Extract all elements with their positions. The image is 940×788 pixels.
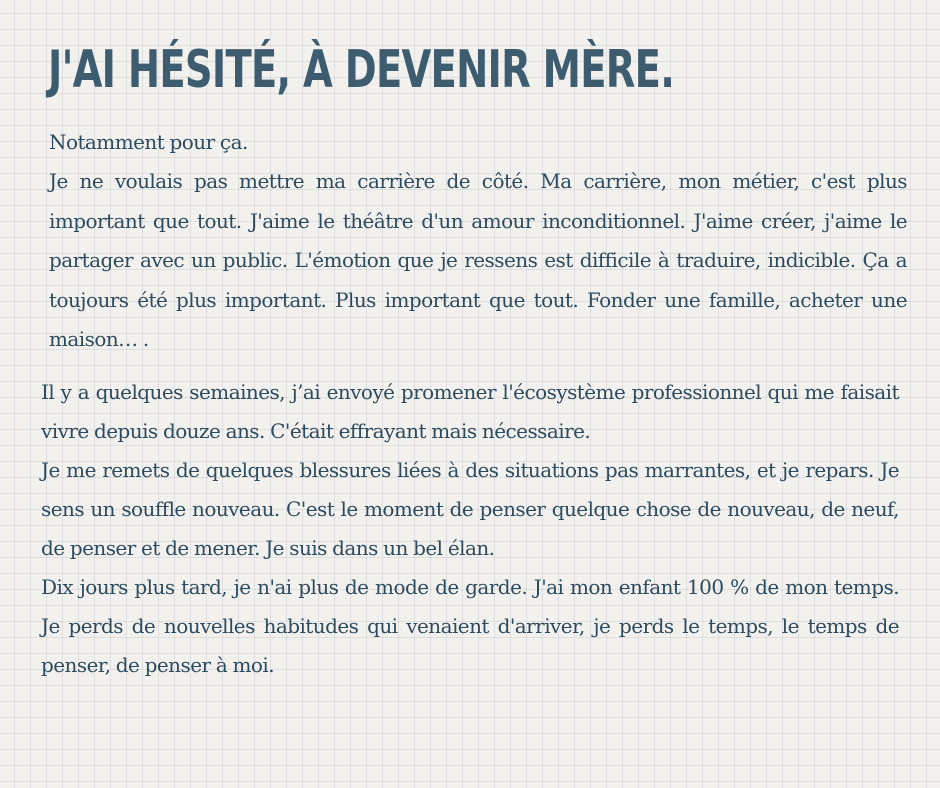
paragraph-childcare: Dix jours plus tard, je n'ai plus de mode de garde. J'ai mon enfant 100 % de mon temps. Je perds de nouvelles habitudes qui venaient d'arriver, je perds le temps, le temps de penser, de penser à moi. bbox=[41, 575, 899, 677]
paragraph-recovery: Je me remets de quelques blessures liées à des situations pas marrantes, et je repars. Je sens un souffle nouveau. C'est le moment de penser quelque chose de nouveau, de neuf, de penser et de mener. Je suis dans un bel élan. bbox=[41, 458, 899, 560]
paragraph-ecosystem: Il y a quelques semaines, j’ai envoyé promener l'écosystème professionnel qui me faisait vivre depuis douze ans. C'était effrayant mais nécessaire. bbox=[41, 380, 899, 443]
text-block-story bbox=[41, 373, 899, 685]
paragraph-intro-lead: Notamment pour ça. bbox=[49, 130, 248, 154]
paragraph-career: Je ne voulais pas mettre ma carrière de côté. Ma carrière, mon métier, c'est plus important que tout. J'aime le théâtre d'un amour inconditionnel. J'aime créer, j'aime le partager avec un public. L'émotion que je ressens est difficile à traduire, indicible. Ça a toujours été plus important. Plus important que tout. Fonder une famille, acheter une maison… . bbox=[49, 169, 907, 352]
text-block-intro bbox=[49, 123, 907, 359]
page-title: J'AI HÉSITÉ, À DEVENIR MÈRE. bbox=[48, 40, 675, 100]
